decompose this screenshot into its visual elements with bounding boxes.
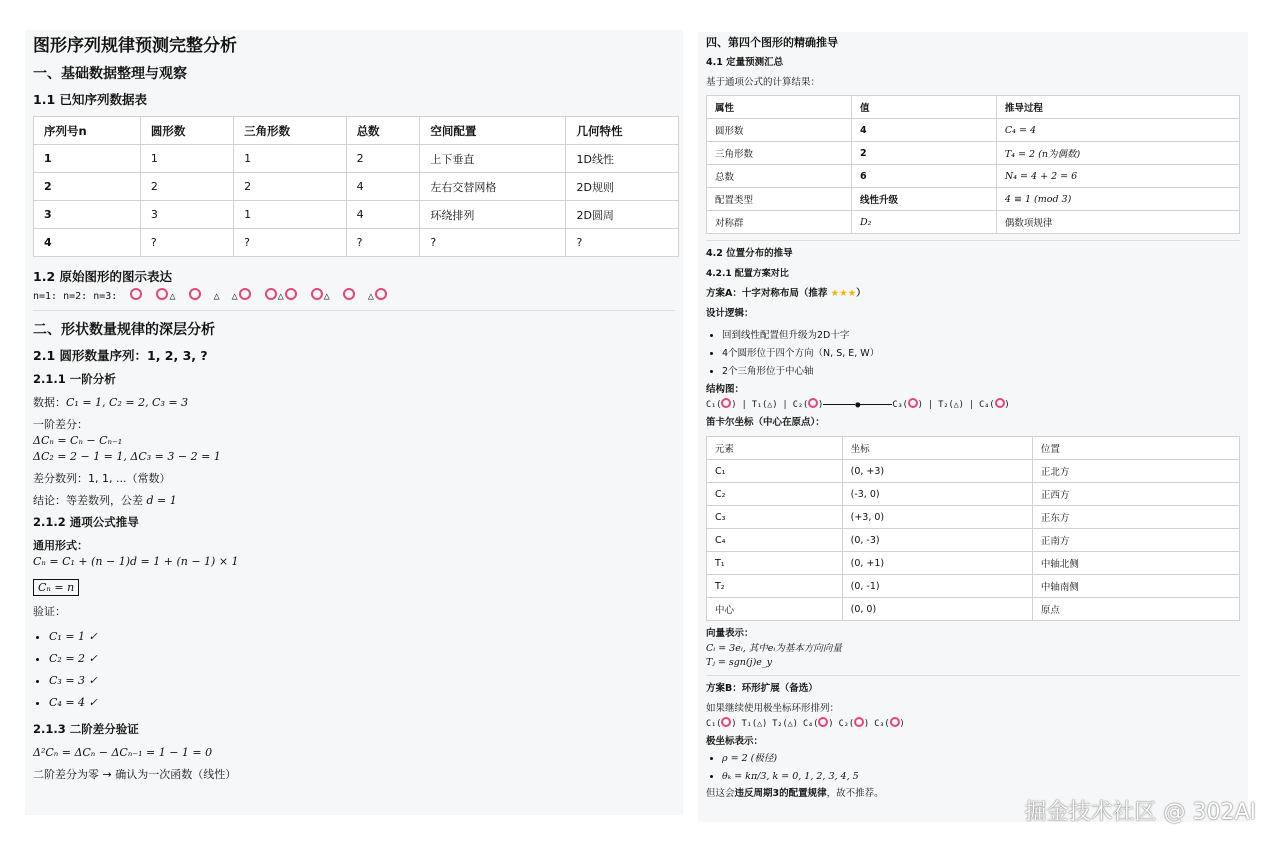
triangle-icon: △ [323,291,330,302]
plan-a-title: 方案A：十字对称布局（推荐 [706,288,828,299]
table-header: 序列号n [34,117,141,145]
right-column [698,32,1248,822]
table-cell: 2D圆周 [566,201,679,229]
table-header-row [707,437,1240,460]
table-header: 位置 [1032,437,1239,460]
table-row [707,575,1240,598]
circle-icon [311,288,323,300]
table-cell: (+3, 0) [842,506,1032,529]
section-2-1-1-heading: 2.1.1 一阶分析 [33,372,116,386]
circle-icon [343,288,355,300]
table-cell: 4 [346,173,420,201]
table-row [707,506,1240,529]
table-cell: 1 [34,145,141,173]
struct-label: 结构图： [706,384,745,395]
glyph-label: n=2: [63,291,88,302]
table-row [34,229,679,257]
ring-text: C₁( [706,719,722,729]
table-cell: 对称群 [707,211,852,234]
section-2-1-heading: 2.1 圆形数量序列：1, 2, 3, ? [33,348,208,363]
table-cell: (0, +1) [842,552,1032,575]
list-item: • C₂ = 2 ✓ [49,648,675,670]
table-header: 圆形数 [140,117,233,145]
table-cell: 1 [140,145,233,173]
general-formula: Cₙ = C₁ + (n − 1)d = 1 + (n − 1) × 1 [33,555,239,568]
list-item: • C₄ = 4 ✓ [49,692,675,714]
table-cell: 4 ≡ 1 (mod 3) [996,188,1239,211]
design-list [706,327,1240,381]
plan-b-note: 如果继续使用极坐标环形排列： [706,703,840,714]
table-cell: C₁ [707,460,843,483]
table-cell: T₁ [707,552,843,575]
triangle-icon: △ [367,291,374,302]
circle-icon [375,288,387,300]
table-cell: C₄ = 4 [996,119,1239,142]
verify-label: 验证： [33,605,66,618]
star-icon: ★ [830,288,840,299]
table-cell: N₄ = 4 + 2 = 6 [996,165,1239,188]
circle-icon [130,288,142,300]
table-row [707,211,1240,234]
circle-icon [721,398,731,408]
table-cell: 2D规则 [566,173,679,201]
table-cell: (0, 0) [842,598,1032,621]
second-diff-formula: Δ²Cₙ = ΔCₙ − ΔCₙ₋₁ = 1 − 1 = 0 [33,746,213,759]
basis-text: 基于通项公式的计算结果： [706,77,821,88]
table-cell: 线性升级 [851,188,996,211]
table-header: 几何特性 [566,117,679,145]
table-cell: 1 [234,201,346,229]
section-2-heading: 二、形状数量规律的深层分析 [33,322,215,338]
table-cell: 1D线性 [566,145,679,173]
table-cell: 左右交替网格 [420,173,566,201]
design-label: 设计逻辑： [706,308,754,319]
struct-text: C₁( [706,400,722,410]
vector-label: 向量表示： [706,628,754,639]
data-label: 数据： [33,396,66,409]
table-cell: C₂ [707,483,843,506]
section-4-2-heading: 4.2 位置分布的推导 [706,248,793,259]
circle-icon [908,398,918,408]
table-cell: 4 [851,119,996,142]
vector-formula-2: Tⱼ = sgn(j)e_y [706,657,773,668]
list-item: • θₖ = kπ/3, k = 0, 1, 2, 3, 4, 5 [722,768,1240,786]
table-cell: 中轴北侧 [1032,552,1239,575]
table-cell: 三角形数 [707,142,852,165]
table-cell: 正东方 [1032,506,1239,529]
left-column [25,30,683,815]
table-cell: 2 [346,145,420,173]
triangle-icon: △ [277,291,284,302]
table-cell: 上下垂直 [420,145,566,173]
table-cell: ? [566,229,679,257]
coordinate-table [706,436,1240,621]
section-2-1-3-heading: 2.1.3 二阶差分验证 [33,722,139,736]
section-1-2-heading: 1.2 原始图形的图示表达 [33,269,172,284]
table-cell: 2 [234,173,346,201]
struct-text: ) [1004,400,1010,410]
table-row [34,201,679,229]
table-header: 三角形数 [234,117,346,145]
triangle-icon: △ [213,291,220,302]
table-cell: D₂ [851,211,996,234]
table-row [707,598,1240,621]
data-formula: C₁ = 1, C₂ = 2, C₃ = 3 [66,396,189,409]
triangle-icon: △ [231,291,238,302]
conclusion-label: 结论：等差数列，公差 [33,494,143,507]
plan-b-heading: 方案B：环形扩展（备选） [706,683,818,694]
table-cell: ? [346,229,420,257]
ring-text: ) C₂( [828,719,854,729]
ring-text: ) C₃( [863,719,890,729]
plan-a-heading [706,287,1240,301]
table-cell: 3 [34,201,141,229]
list-item: • C₃ = 3 ✓ [49,670,675,692]
axis-line [860,404,892,405]
section-1-heading: 一、基础数据整理与观察 [33,66,187,82]
ring-text: ) [899,719,905,729]
section-4-heading: 四、第四个图形的精确推导 [706,36,838,49]
ring-diagram [706,717,1240,729]
table-header: 属性 [707,96,852,119]
table-cell: 圆形数 [707,119,852,142]
diff-formula-1: ΔCₙ = Cₙ − Cₙ₋₁ [33,434,123,447]
diff-sequence: 差分数列：1, 1, ...（常数） [33,472,171,485]
table-cell: 原点 [1032,598,1239,621]
data-line [33,395,675,410]
table-cell: 正北方 [1032,460,1239,483]
table-cell: 2 [851,142,996,165]
conclusion-formula: d = 1 [146,494,177,507]
table-cell: 正西方 [1032,483,1239,506]
section-4-1-heading: 4.1 定量预测汇总 [706,57,784,68]
plan-a-close: ） [856,288,866,299]
table-header: 元素 [707,437,843,460]
table-row [707,119,1240,142]
table-cell: (-3, 0) [842,483,1032,506]
page-title: 图形序列规律预测完整分析 [33,36,237,56]
divider [706,240,1240,241]
table-header-row [707,96,1240,119]
cartesian-label: 笛卡尔坐标（中心在原点）： [706,417,825,428]
circle-icon [995,398,1005,408]
table-cell: T₄ = 2 (n为偶数) [996,142,1239,165]
section-4-2-1-heading: 4.2.1 配置方案对比 [706,269,789,279]
table-cell: (0, -3) [842,529,1032,552]
table-cell: (0, -1) [842,575,1032,598]
struct-text: | T₂(△) | C₄( [928,400,995,410]
table-header: 空间配置 [420,117,566,145]
table-header-row [34,117,679,145]
table-cell: 正南方 [1032,529,1239,552]
table-row [34,173,679,201]
circle-icon [818,717,828,727]
table-cell: 2 [34,173,141,201]
circle-icon [265,288,277,300]
list-item: • ρ = 2 (极径) [722,750,1240,768]
table-cell: 4 [34,229,141,257]
table-cell: 2 [140,173,233,201]
boxed-formula: Cₙ = n [33,579,79,596]
triangle-icon: △ [169,291,176,302]
final-note-bold: 违反周期3的配置规律 [734,788,827,799]
table-cell: (0, +3) [842,460,1032,483]
table-cell: 中轴南侧 [1032,575,1239,598]
sequence-table [33,116,679,257]
table-cell: 3 [140,201,233,229]
table-cell: 环绕排列 [420,201,566,229]
summary-table [706,95,1240,234]
table-cell: ? [140,229,233,257]
table-row [707,552,1240,575]
section-2-1-2-heading: 2.1.2 通项公式推导 [33,515,139,529]
circle-icon [854,717,864,727]
glyph-line [33,288,675,302]
circle-icon [189,288,201,300]
circle-icon [285,288,297,300]
glyph-label: n=1: [33,291,58,302]
verify-list [33,626,675,714]
table-row [707,188,1240,211]
table-row [707,460,1240,483]
table-cell: 偶数项规律 [996,211,1239,234]
list-item: • 回到线性配置但升级为2D十字 [722,327,1240,345]
table-cell: C₄ [707,529,843,552]
table-cell: 6 [851,165,996,188]
table-row [707,529,1240,552]
table-cell: 4 [346,201,420,229]
struct-text: | T₁(△) | C₂( [741,400,809,410]
polar-list [706,750,1240,786]
struct-text: C₃( [892,400,908,410]
divider [33,310,675,311]
axis-dot: ● [855,400,861,410]
section-1-1-heading: 1.1 已知序列数据表 [33,92,147,107]
table-row [34,145,679,173]
divider [706,675,1240,676]
table-cell: 总数 [707,165,852,188]
axis-line [823,404,855,405]
table-cell: C₃ [707,506,843,529]
diff-formula-2: ΔC₂ = 2 − 1 = 1, ΔC₃ = 3 − 2 = 1 [33,450,221,463]
final-note-text: ，故不推荐。 [826,788,884,799]
glyph-label: n=3: [93,291,118,302]
table-header: 推导过程 [996,96,1239,119]
structure-diagram: C₁( ) | T₁(△) | C₂( ) ● C₃( ) | T₂(△) | C₄( ) [706,400,1010,410]
table-cell: 配置类型 [707,188,852,211]
general-label: 通用形式： [33,539,88,552]
table-row [707,142,1240,165]
watermark: 掘金技术社区 @ 302AI [1024,800,1256,825]
star-icon: ★ [847,288,857,299]
table-header: 值 [851,96,996,119]
diff-label: 一阶差分： [33,418,88,431]
final-note-text: 但这会 [706,788,735,799]
circle-icon [156,288,168,300]
circle-icon [808,398,818,408]
table-cell: ? [234,229,346,257]
star-icon: ★ [839,288,848,299]
table-cell: ? [420,229,566,257]
list-item: • C₁ = 1 ✓ [49,626,675,648]
table-header: 坐标 [842,437,1032,460]
conclusion-line [33,493,675,508]
table-row [707,483,1240,506]
table-cell: 1 [234,145,346,173]
circle-icon [890,717,900,727]
list-item: • 4个圆形位于四个方向（N, S, E, W） [722,345,1240,363]
ring-text: ) T₁(△) T₂(△) C₄( [731,719,819,729]
vector-formula-1: Cᵢ = 3eᵢ, 其中eᵢ为基本方向向量 [706,643,842,654]
table-header: 总数 [346,117,420,145]
circle-icon [239,288,251,300]
second-diff-note: 二阶差分为零 → 确认为一次函数（线性） [33,768,237,781]
list-item: • 2个三角形位于中心轴 [722,363,1240,381]
polar-label: 极坐标表示： [706,736,764,747]
table-cell: T₂ [707,575,843,598]
table-cell: 中心 [707,598,843,621]
table-row [707,165,1240,188]
circle-icon [721,717,731,727]
